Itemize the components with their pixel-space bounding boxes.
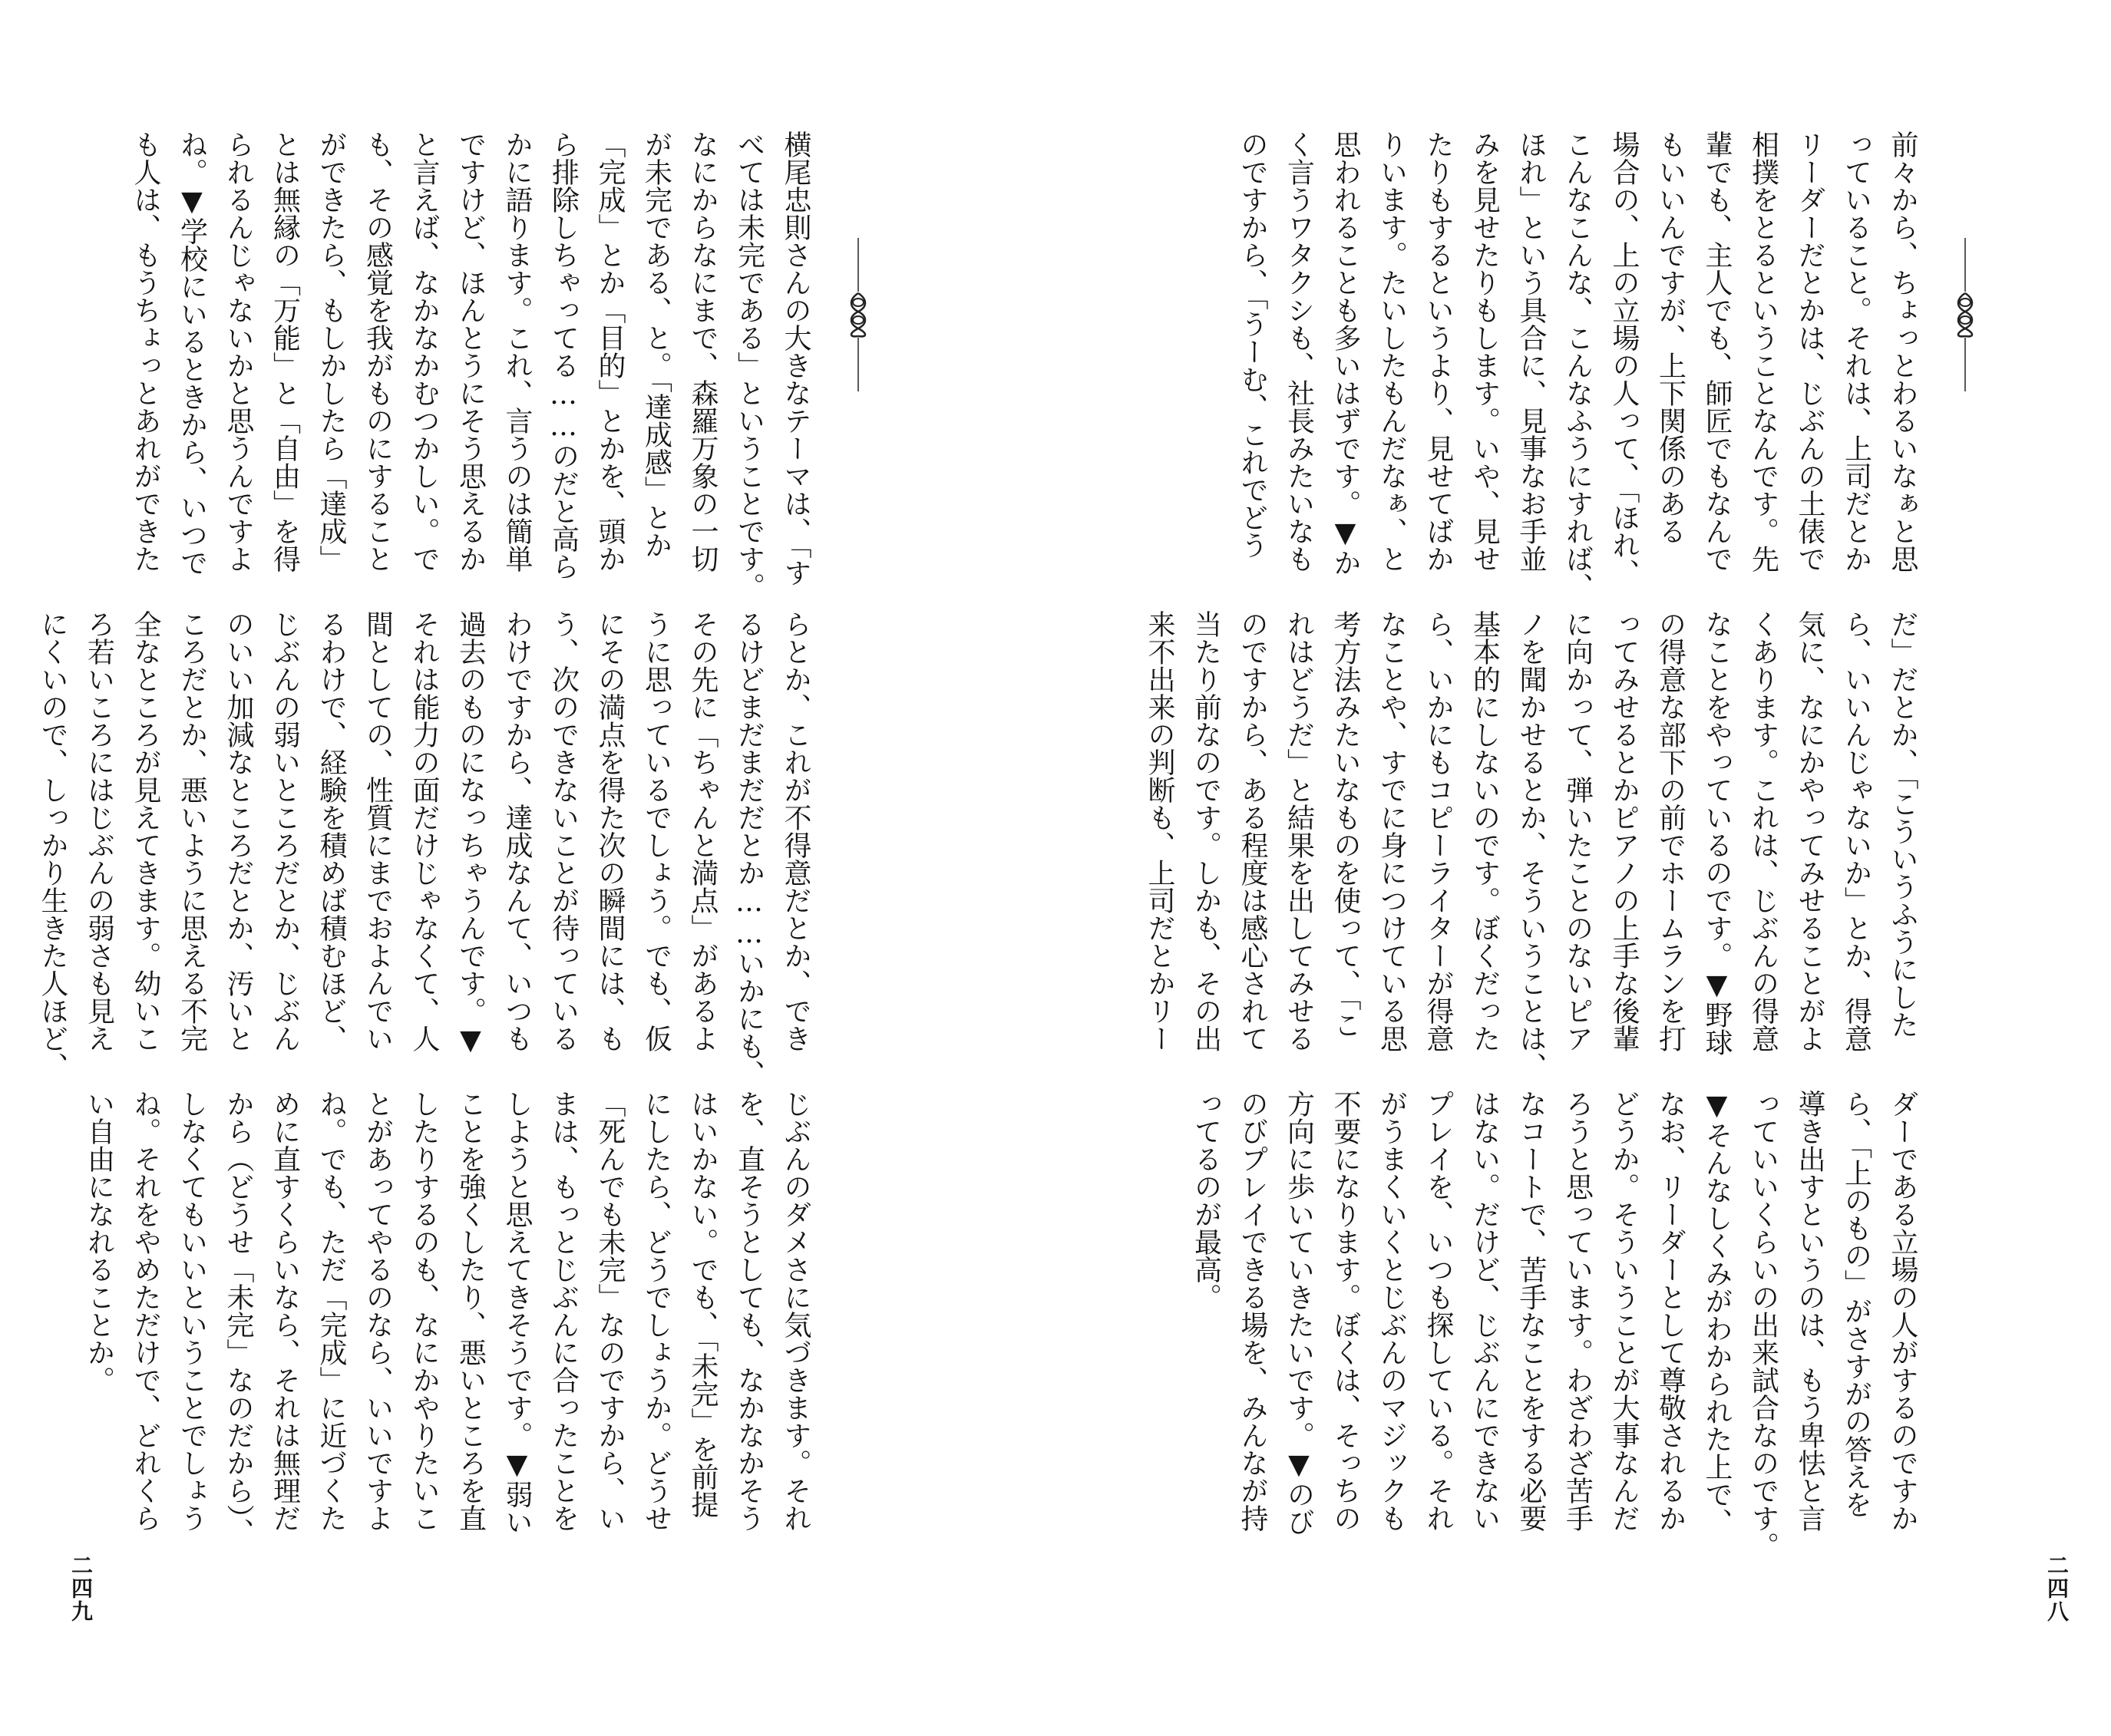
text-line: 場合の、上の立場の人って、「ほれ、: [1608, 130, 1640, 586]
text-line: その先に「ちゃんと満点」があるよ: [687, 610, 719, 1052]
text-line: のですから、「うーむ、これでどう: [1237, 130, 1268, 559]
text-line: られるんじゃないかと思うんですよ: [223, 130, 254, 573]
text-line: 全なところが見えてきます。幼いこ: [130, 610, 161, 1052]
text-block: [130, 130, 812, 606]
text-line: く言うワタクシも、社長みたいなも: [1283, 130, 1315, 573]
text-line: に向かって、弾いたことのないピア: [1561, 610, 1594, 1052]
text-line: なお、リーダーとして尊敬されるか: [1654, 1090, 1686, 1532]
text-line: めに直すくらいなら、それは無理だ: [269, 1090, 301, 1532]
text-line: れはどうだ」と結果を出してみせる: [1283, 610, 1315, 1052]
text-line: ろ若いころにはじぶんの弱さも見え: [83, 610, 115, 1052]
text-line: るけどまだまだだとか……いかにも、: [733, 610, 765, 1087]
text-line: 導き出すというのは、もう卑怯と言: [1794, 1090, 1825, 1532]
text-line: わけですから、達成なんて、いつも: [501, 610, 533, 1052]
text-line: だ」だとか、「こういうふうにした: [1887, 610, 1918, 1038]
text-line: 考方法みたいなものを使って、「こ: [1330, 610, 1361, 1038]
text-line: っていること。それは、上司だとか: [1840, 130, 1872, 573]
text-line: のいい加減なところだとか、汚いと: [223, 610, 254, 1052]
text-line: かに語ります。これ、言うのは簡単: [501, 130, 533, 573]
text-line: にくいので、しっかり生きた人ほど、: [37, 610, 68, 1080]
text-line: くあります。これは、じぶんの得意: [1747, 610, 1779, 1052]
text-line: ね。でも、ただ「完成」に近づくた: [315, 1090, 347, 1532]
text-line: なコートで、苦手なことをする必要: [1515, 1090, 1547, 1532]
text-line: ですけど、ほんとうにそう思えるか: [454, 130, 487, 573]
text-line: まは、もっとじぶんに合ったことを: [547, 1090, 580, 1532]
text-line: しなくてもいいということでしょう: [176, 1090, 208, 1532]
ornament-divider-icon: [1950, 238, 1981, 391]
text-line: うに思っているでしょう。でも、仮: [640, 610, 672, 1052]
text-line: っていいくらいの出来試合なのです。: [1747, 1090, 1779, 1559]
text-line: 過去のものになっちゃうんです。▼: [454, 610, 487, 1056]
text-line: から（どうせ「未完」なのだから）、: [223, 1090, 254, 1546]
text-line: 思われることも多いはずです。▼か: [1330, 130, 1361, 576]
text-block: [83, 1090, 812, 1566]
text-line: しようと思えてきそうです。▼弱い: [501, 1090, 533, 1536]
text-line: がうまくいくとじぶんのマジックも: [1376, 1090, 1408, 1532]
text-line: ら排除しちゃってる……のだと高ら: [547, 130, 580, 580]
text-line: どうか。そういうことが大事なんだ: [1608, 1090, 1640, 1532]
text-line: ろうと思っています。わざわざ苦手: [1561, 1090, 1594, 1532]
text-line: こんなこんな、こんなふうにすれば、: [1561, 130, 1594, 600]
text-line: ってみせるとかピアノの上手な後輩: [1608, 610, 1640, 1052]
text-line: るわけで、経験を積めば積むほど、: [315, 610, 347, 1052]
text-line: プレイを、いつも探している。それ: [1422, 1090, 1454, 1532]
text-line: はない。だけど、じぶんにできない: [1468, 1090, 1501, 1532]
page-number: 二四九: [68, 1554, 94, 1623]
text-line: 「完成」とか「目的」とかを、頭か: [594, 130, 626, 573]
text-line: りいます。たいしたもんだなぁ、と: [1376, 130, 1408, 573]
text-line: ころだとか、悪いように思える不完: [176, 610, 208, 1052]
ornament-divider-icon: [843, 238, 874, 391]
text-line: したりするのも、なにかやりたいこ: [408, 1090, 440, 1532]
text-line: なことをやっているのです。▼野球: [1701, 610, 1733, 1056]
text-line: が未完である、と。「達成感」とか: [640, 130, 672, 559]
right-page: [1056, 0, 2111, 1736]
text-line: の得意な部下の前でホームランを打: [1654, 610, 1686, 1052]
text-line: ら、「上のもの」がさすがの答えを: [1840, 1090, 1872, 1518]
text-line: なにからなにまで、森羅万象の一切: [687, 130, 719, 573]
text-line: 前々から、ちょっとわるいなぁと思: [1887, 130, 1918, 573]
text-line: のびプレイできる場を、みんなが持: [1237, 1090, 1268, 1532]
text-line: ができたら、もしかしたら「達成」: [315, 130, 347, 573]
text-line: 「死んでも未完」なのですから、い: [594, 1090, 626, 1532]
text-line: う、次のできないことが待っている: [547, 610, 580, 1052]
text-line: ノを聞かせるとか、そういうことは、: [1515, 610, 1547, 1080]
text-line: ▼そんなしくみがわかられた上で、: [1701, 1090, 1733, 1536]
text-block: [1237, 130, 1919, 606]
text-line: ことを強くしたり、悪いところを直: [454, 1090, 487, 1532]
text-line: 気に、なにかやってみせることがよ: [1794, 610, 1825, 1052]
text-line: にその満点を得た次の瞬間には、も: [594, 610, 626, 1052]
text-line: ら、いいんじゃないか」とか、得意: [1840, 610, 1872, 1052]
text-line: たりもするというより、見せてばか: [1422, 130, 1454, 573]
text-line: ってるのが最高。: [1190, 1090, 1222, 1311]
text-line: い自由になれることか。: [83, 1090, 115, 1394]
text-line: とがあってやるのなら、いいですよ: [362, 1090, 394, 1532]
page-number: 二四八: [2044, 1554, 2070, 1623]
text-line: にしたら、どうでしょうか。どうせ: [640, 1090, 672, 1532]
text-line: らとか、これが不得意だとか、でき: [780, 610, 811, 1052]
text-line: とは無縁の「万能」と「自由」を得: [269, 130, 301, 573]
text-line: 横尾忠則さんの大きなテーマは、「す: [780, 130, 811, 586]
text-line: 間としての、性質にまでおよんでい: [362, 610, 394, 1052]
text-line: と言えば、なかなかむつかしい。で: [408, 130, 440, 573]
text-block: [37, 610, 812, 1087]
text-line: ダーである立場の人がするのですか: [1887, 1090, 1918, 1532]
text-line: リーダーだとかは、じぶんの土俵で: [1794, 130, 1825, 573]
text-line: 方向に歩いていきたいです。▼のび: [1283, 1090, 1315, 1536]
text-block: [1190, 1090, 1919, 1566]
text-line: ら、いかにもコピーライターが得意: [1422, 610, 1454, 1052]
text-line: もいいんですが、上下関係のある: [1654, 130, 1686, 545]
text-line: はいかない。でも、「未完」を前提: [687, 1090, 719, 1518]
text-block: [1144, 610, 1919, 1086]
text-line: も人は、もうちょっとあれができた: [130, 130, 161, 573]
text-line: なことや、すでに身につけている思: [1376, 610, 1408, 1052]
text-line: 輩でも、主人でも、師匠でもなんで: [1701, 130, 1733, 573]
text-line: も、その感覚を我がものにすること: [362, 130, 394, 573]
text-line: を、直そうとしても、なかなかそう: [733, 1090, 765, 1532]
text-line: 基本的にしないのです。ぼくだった: [1468, 610, 1501, 1052]
text-line: べては未完である」ということです。: [733, 130, 765, 600]
text-line: ね。それをやめただけで、どれくら: [130, 1090, 161, 1532]
text-line: ね。▼学校にいるときから、いつで: [176, 130, 208, 576]
text-line: 不要になります。ぼくは、そっちの: [1330, 1090, 1361, 1532]
text-line: じぶんのダメさに気づきます。それ: [780, 1090, 811, 1532]
text-line: みを見せたりもします。いや、見せ: [1468, 130, 1501, 573]
text-line: のですから、ある程度は感心されて: [1237, 610, 1268, 1052]
text-line: ほれ」という具合に、見事なお手並: [1515, 130, 1547, 573]
text-line: じぶんの弱いところだとか、じぶん: [269, 610, 301, 1052]
text-line: 来不出来の判断も、上司だとかリー: [1144, 610, 1175, 1052]
text-line: 相撲をとるということなんです。先: [1747, 130, 1779, 573]
text-line: それは能力の面だけじゃなくて、人: [408, 610, 440, 1052]
text-line: 当たり前なのです。しかも、その出: [1190, 610, 1222, 1052]
